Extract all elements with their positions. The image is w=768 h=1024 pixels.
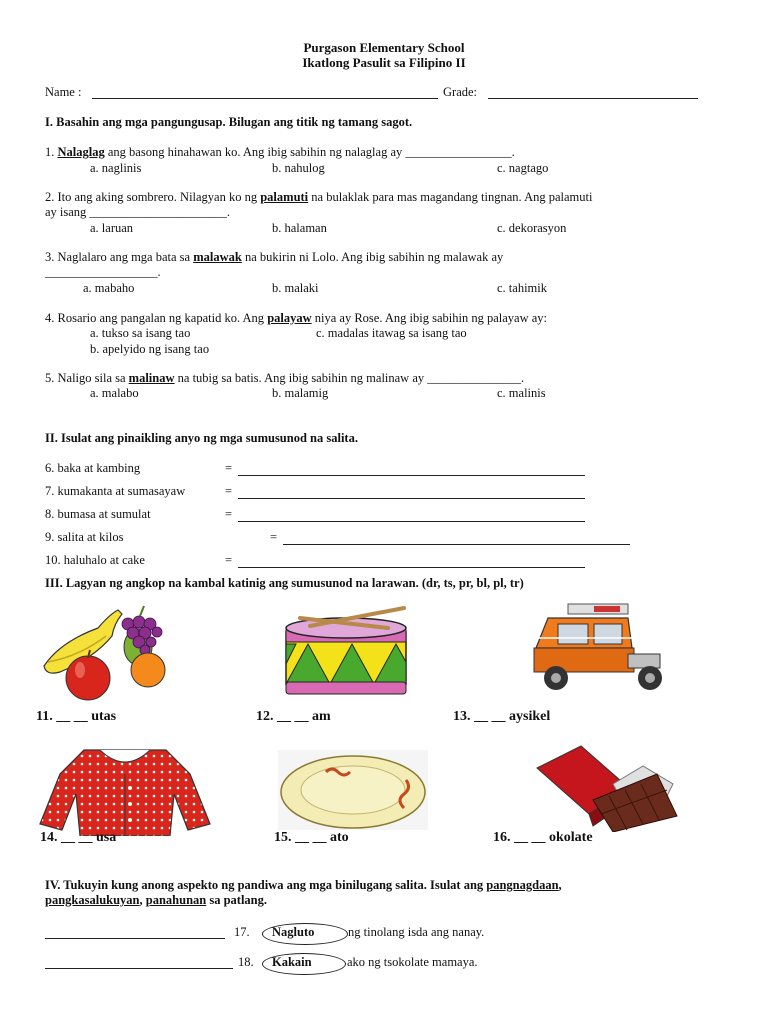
item14: 14. __ __ usa (40, 830, 117, 845)
q5-choice-c[interactable]: c. malinis (497, 386, 546, 400)
item6-label: 6. baka at kambing (45, 461, 141, 475)
item18-rest: ako ng tsokolate mamaya. (347, 955, 478, 969)
name-label: Name : (45, 85, 82, 99)
q1-choice-c[interactable]: c. nagtago (497, 161, 549, 175)
item10-eq: = (225, 553, 233, 567)
q5-choice-a[interactable]: a. malabo (90, 386, 139, 400)
item12: 12. __ __ am (256, 709, 331, 724)
part1-instruction: I. Basahin ang mga pangungusap. Bilugan ang titik ng tamang sagot. (45, 115, 413, 129)
item7-eq: = (225, 484, 233, 498)
item18-answer-line[interactable] (45, 968, 233, 969)
item16: 16. __ __ okolate (493, 830, 593, 845)
grade-field[interactable] (488, 98, 698, 99)
q1-text: 1. Nalaglag ang basong hinahawan ko. Ang ibig sabihin ng nalaglag ay _________________. (45, 145, 515, 159)
item7-label: 7. kumakanta at sumasayaw (45, 484, 186, 498)
q5-choice-b[interactable]: b. malamig (272, 386, 329, 400)
item8-answer-line[interactable] (238, 521, 585, 522)
q5-text: 5. Naligo sila sa malinaw na tubig sa batis. Ang ibig sabihin ng malinaw ay _______________. (45, 371, 525, 385)
q3-choice-b[interactable]: b. malaki (272, 281, 319, 295)
q2-text: 2. Ito ang aking sombrero. Nilagyan ko ng palamuti na bulaklak para mas magandang tingnan. Ang palamuti (45, 190, 593, 204)
tricycle-icon (528, 598, 668, 694)
blouse-icon (38, 744, 213, 836)
item10-answer-line[interactable] (238, 567, 585, 568)
item11: 11. __ __ utas (36, 709, 117, 724)
q1-choice-b[interactable]: b. nahulog (272, 161, 325, 175)
q2-line2: ay isang ______________________. (45, 205, 231, 219)
item15: 15. __ __ ato (274, 830, 349, 845)
name-field[interactable] (92, 98, 438, 99)
item17-answer-line[interactable] (45, 938, 225, 939)
school-name: Purgason Elementary School (303, 40, 465, 55)
q1-choice-a[interactable]: a. naglinis (90, 161, 142, 175)
q2-choice-b[interactable]: b. halaman (272, 221, 327, 235)
item17-circled-word: Nagluto (272, 925, 315, 939)
part2-instruction: II. Isulat ang pinaikling anyo ng mga sumusunod na salita. (45, 431, 358, 445)
item13: 13. __ __ aysikel (453, 709, 551, 724)
part4-instruction-line2: pangkasalukuyan, panahunan sa patlang. (45, 893, 268, 907)
q2-choice-c[interactable]: c. dekorasyon (497, 221, 567, 235)
item9-answer-line[interactable] (283, 544, 630, 545)
item6-eq: = (225, 461, 233, 475)
q3-text: 3. Naglalaro ang mga bata sa malawak na bukirin ni Lolo. Ang ibig sabihin ng malawak ay (45, 250, 504, 264)
test-title: Ikatlong Pasulit sa Filipino II (302, 55, 466, 70)
q3-line2: __________________. (45, 265, 161, 279)
item18-num: 18. (238, 955, 254, 969)
item9-eq: = (270, 530, 278, 544)
q4-choice-c[interactable]: c. madalas itawag sa isang tao (316, 326, 467, 340)
q3-choice-a[interactable]: a. mabaho (83, 281, 135, 295)
item18-circled-word: Kakain (272, 955, 312, 969)
q3-choice-c[interactable]: c. tahimik (497, 281, 547, 295)
item8-label: 8. bumasa at sumulat (45, 507, 151, 521)
drum-icon (280, 604, 415, 699)
item7-answer-line[interactable] (238, 498, 585, 499)
q4-text: 4. Rosario ang pangalan ng kapatid ko. Ang palayaw niya ay Rose. Ang ibig sabihin ng palayaw ay: (45, 311, 548, 325)
item10-label: 10. haluhalo at cake (45, 553, 145, 567)
item9-label: 9. salita at kilos (45, 530, 124, 544)
plate-icon (278, 750, 428, 830)
part4-instruction: IV. Tukuyin kung anong aspekto ng pandiwa ang mga binilugang salita. Isulat ang pangnagdaan, (45, 878, 562, 892)
part3-instruction: III. Lagyan ng angkop na kambal katinig ang sumusunod na larawan. (dr, ts, pr, bl, pl, tr) (45, 576, 524, 590)
grade-label: Grade: (443, 85, 478, 99)
fruits-icon (40, 602, 170, 702)
item8-eq: = (225, 507, 233, 521)
item17-rest: ng tinolang isda ang nanay. (348, 925, 485, 939)
q4-choice-a[interactable]: a. tukso sa isang tao (90, 326, 191, 340)
item6-answer-line[interactable] (238, 475, 585, 476)
chocolate-icon (533, 744, 679, 832)
q4-choice-b[interactable]: b. apelyido ng isang tao (90, 342, 210, 356)
item17-num: 17. (234, 925, 250, 939)
q2-choice-a[interactable]: a. laruan (90, 221, 134, 235)
